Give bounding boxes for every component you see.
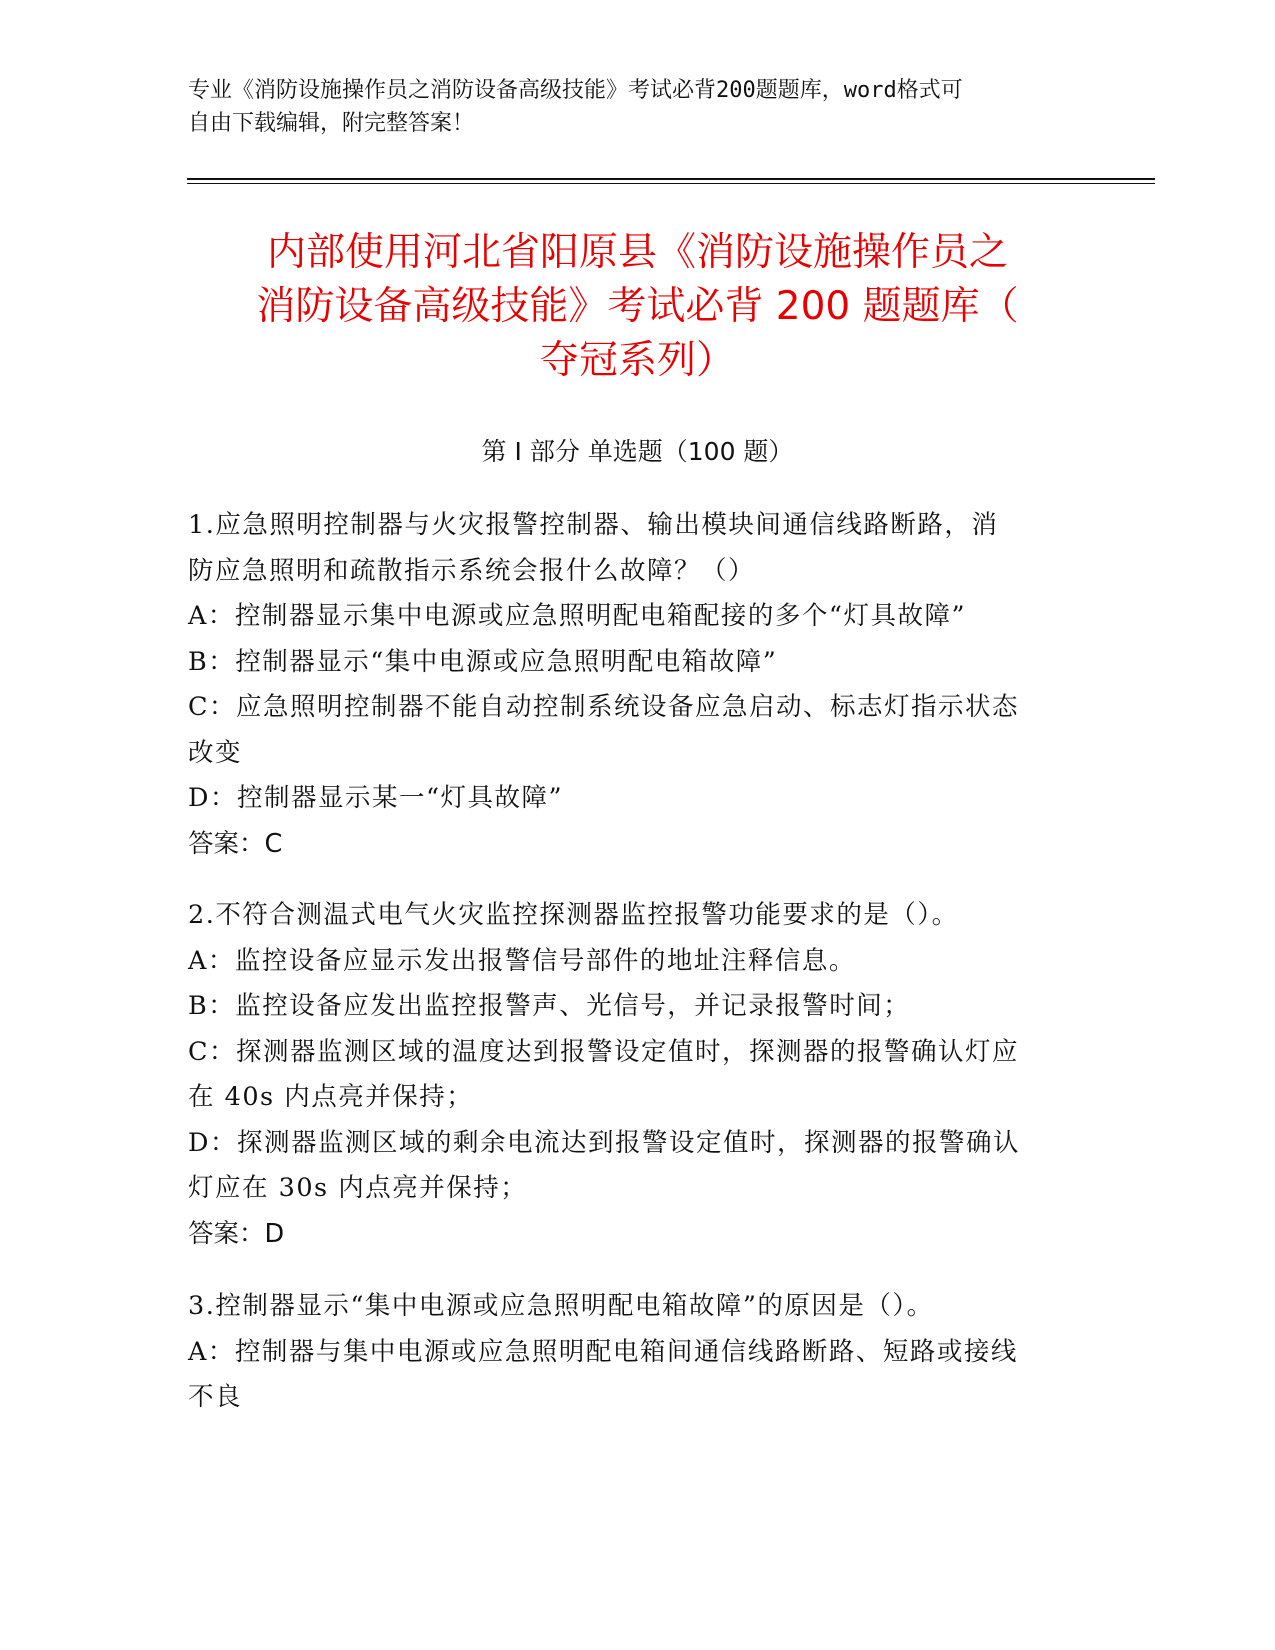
document-header [188,74,1088,140]
section-heading: 第 I 部分 单选题（100 题） [481,437,794,466]
option-d: D：控制器显示某一“灯具故障” [188,783,564,813]
question-stem: 防应急照明和疏散指示系统会报什么故障？（） [188,555,756,586]
option-d: D：探测器监测区域的剩余电流达到报警设定值时，探测器的报警确认 [188,1127,1020,1158]
option-a-continued: 不良 [188,1382,243,1412]
header-line-2: 自由下载编辑，附完整答案！ [188,111,475,136]
option-c-continued: 改变 [188,737,243,768]
question-stem: 1.应急照明控制器与火灾报警控制器、输出模块间通信线路断路，消 [188,510,999,540]
title-line-3: 夺冠系列） [539,338,735,383]
option-a: A：控制器显示集中电源或应急照明配电箱配接的多个“灯具故障” [188,601,966,631]
header-line-1: 专业《消防设施操作员之消防设备高级技能》考试必背200题题库，word格式可 [188,78,963,103]
document-title [190,226,1085,388]
question-stem: 3.控制器显示“集中电源或应急照明配电箱故障”的原因是（）。 [188,1291,934,1321]
option-c-continued: 在 40s 内点亮并保持； [188,1082,474,1112]
answer: 答案：C [188,828,283,859]
title-line-2: 消防设备高级技能》考试必背 200 题题库（ [256,284,1019,329]
option-a: A：控制器与集中电源或应急照明配电箱间通信线路断路、短路或接线 [188,1336,1018,1367]
answer: 答案：D [188,1218,285,1249]
option-d-continued: 灯应在 30s 内点亮并保持； [188,1173,528,1203]
title-line-1: 内部使用河北省阳原县《消防设施操作员之 [266,230,1008,275]
header-divider-thick [187,178,1155,180]
question-1 [188,503,1088,867]
question-2 [188,893,1088,1257]
option-b: B：监控设备应发出监控报警声、光信号，并记录报警时间； [188,991,911,1021]
question-3 [188,1284,1088,1421]
question-stem: 2.不符合测温式电气火灾监控探测器监控报警功能要求的是（）。 [188,900,959,930]
option-b: B：控制器显示“集中电源或应急照明配电箱故障” [188,646,778,677]
option-c: C：探测器监测区域的温度达到报警设定值时，探测器的报警确认灯应 [188,1036,1020,1067]
option-a: A：监控设备应显示发出报警信号部件的地址注释信息。 [188,945,856,976]
option-c: C：应急照明控制器不能自动控制系统设备应急启动、标志灯指示状态 [188,692,1020,722]
header-divider-thin [187,183,1155,184]
